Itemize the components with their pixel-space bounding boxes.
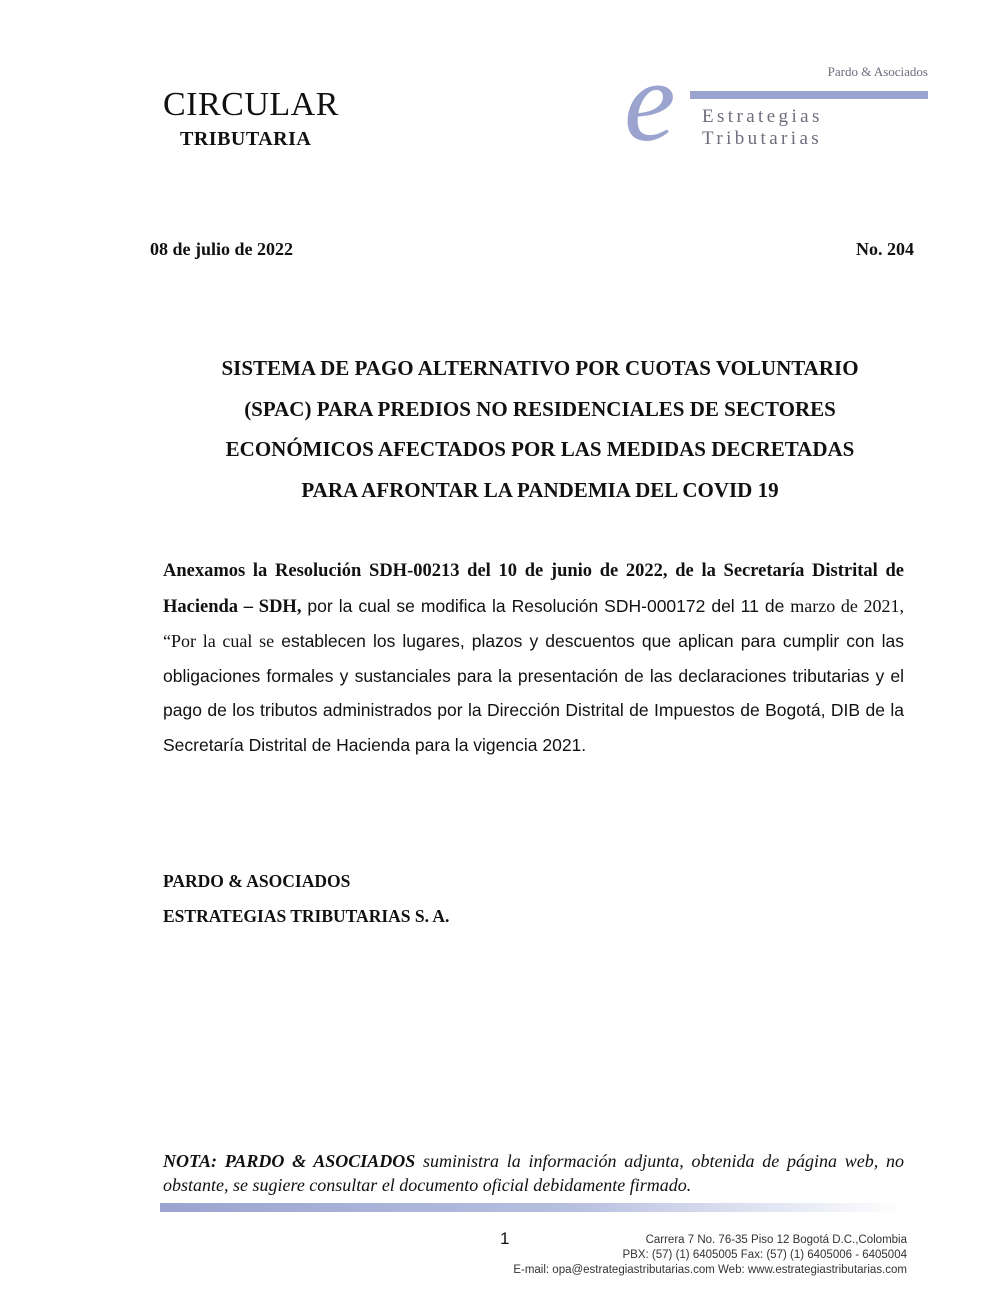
circular-number: No. 204 [856,239,914,259]
body-paragraph [163,553,904,762]
footer-web: E-mail: opa@estrategiastributarias.com Web: www.estrategiastributarias.com [513,1264,907,1276]
logo-firm-name: Pardo & Asociados [827,64,928,79]
note-label: NOTA: PARDO & ASOCIADOS [163,1151,416,1171]
circular-heading [150,348,930,510]
disclaimer-note [163,1149,904,1197]
heading-line: SISTEMA DE PAGO ALTERNATIVO POR CUOTAS VOLUNTARIO [221,356,859,380]
signature-firm: PARDO & ASOCIADOS [163,871,351,891]
footer-phones: PBX: (57) (1) 6405005 Fax: (57) (1) 6405006 - 6405004 [622,1249,907,1261]
body-lead: Anexamos la Resolución SDH-00213 del 10 de junio de 2022, de la Secretaría Distrital de Hacienda – SDH, [163,561,904,617]
document-subtitle: TRIBUTARIA [180,128,312,150]
company-logo [620,38,940,172]
heading-line: (SPAC) PARA PREDIOS NO RESIDENCIALES DE SECTORES [244,396,836,421]
logo-letter: e [624,38,676,166]
heading-line: ECONÓMICOS AFECTADOS POR LAS MEDIDAS DECRETADAS [225,437,855,461]
circular-date: 08 de julio de 2022 [150,239,294,259]
body-text-serif: marzo de 2021, “Por la cual se [163,595,904,651]
heading-line: PARA AFRONTAR LA PANDEMIA DEL COVID 19 [301,477,779,502]
body-text-part2: establecen los lugares, plazos y descuentos que aplican para cumplir con las obligaciones formales y sustanciales para la presentación de las declaraciones tributarias y el pago de los tributos administrados por la Dirección Distrital de Impuestos de Bogotá, DIB de la Secretaría Distrital de Hacienda para la vigencia 2021. [163,631,904,755]
footer-divider [160,1203,905,1212]
note-text: suministra la información adjunta, obtenida de página web, no obstante, se sugiere consultar el documento oficial debidamente firmado. [163,1151,904,1195]
document-title: CIRCULAR [163,86,339,123]
page-number: 1 [500,1229,510,1248]
body-text-part1: por la cual se modifica la Resolución SDH-000172 del 11 de [301,595,791,616]
logo-bar [690,91,928,99]
logo-brand-name: Estrategias Tributarias [702,106,823,149]
footer-address: Carrera 7 No. 76-35 Piso 12 Bogotá D.C.,Colombia [645,1234,907,1246]
signature-company: ESTRATEGIAS TRIBUTARIAS S. A. [163,906,450,926]
